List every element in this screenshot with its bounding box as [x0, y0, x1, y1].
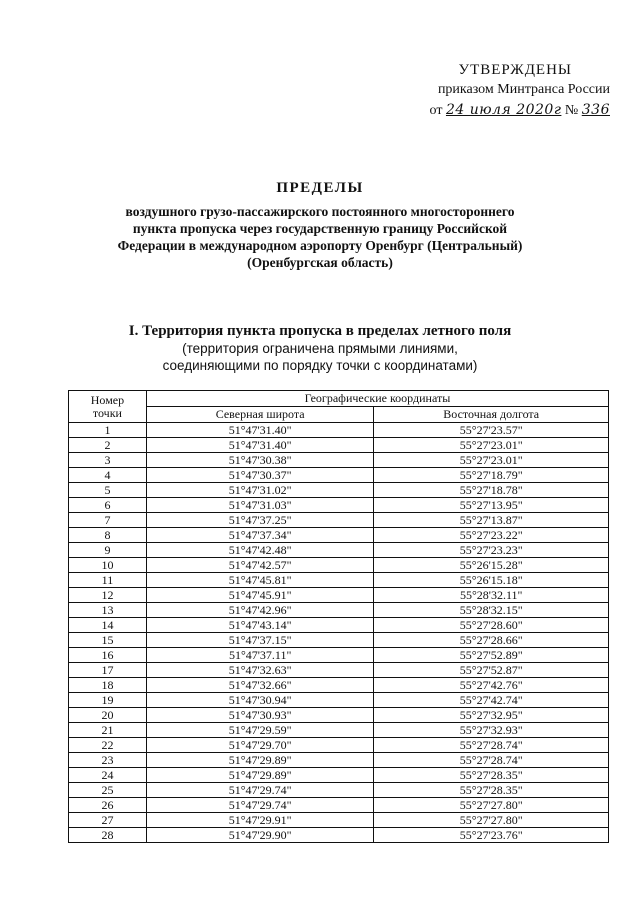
document-title: ПРЕДЕЛЫ: [276, 180, 364, 196]
table-row: [69, 693, 609, 708]
point-number-cell: 12: [69, 588, 147, 603]
point-number-cell: 15: [69, 633, 147, 648]
latitude-cell: 51°47'29.91": [146, 813, 374, 828]
point-number-cell: 16: [69, 648, 147, 663]
longitude-cell: 55°27'27.80": [374, 798, 609, 813]
longitude-cell: 55°27'27.80": [374, 813, 609, 828]
latitude-cell: 51°47'37.15": [146, 633, 374, 648]
latitude-cell: 51°47'31.40": [146, 438, 374, 453]
coordinates-table: [68, 390, 609, 843]
table-row: [69, 603, 609, 618]
note-line: (территория ограничена прямыми линиями,: [182, 341, 458, 356]
table-row: [69, 708, 609, 723]
latitude-cell: 51°47'30.37": [146, 468, 374, 483]
latitude-cell: 51°47'29.90": [146, 828, 374, 843]
point-number-cell: 1: [69, 423, 147, 438]
longitude-cell: 55°26'15.18": [374, 573, 609, 588]
table-row: [69, 618, 609, 633]
latitude-cell: 51°47'45.91": [146, 588, 374, 603]
table-row: [69, 573, 609, 588]
latitude-cell: 51°47'31.02": [146, 483, 374, 498]
table-row: [69, 813, 609, 828]
latitude-cell: 51°47'30.93": [146, 708, 374, 723]
longitude-cell: 55°27'32.95": [374, 708, 609, 723]
longitude-cell: 55°27'28.60": [374, 618, 609, 633]
table-row: [69, 558, 609, 573]
table-row: [69, 663, 609, 678]
point-number-cell: 17: [69, 663, 147, 678]
longitude-cell: 55°27'42.76": [374, 678, 609, 693]
point-number-cell: 8: [69, 528, 147, 543]
latitude-cell: 51°47'31.03": [146, 498, 374, 513]
approval-by: приказом Минтранса России: [437, 82, 610, 97]
section-note: [0, 340, 640, 374]
point-number-cell: 4: [69, 468, 147, 483]
latitude-cell: 51°47'43.14": [146, 618, 374, 633]
longitude-cell: 55°27'28.74": [374, 738, 609, 753]
longitude-cell: 55°27'52.87": [374, 663, 609, 678]
point-number-cell: 14: [69, 618, 147, 633]
document-title-block: [0, 180, 640, 271]
longitude-header: Восточная долгота: [374, 407, 609, 423]
latitude-cell: 51°47'29.74": [146, 783, 374, 798]
point-number-cell: 20: [69, 708, 147, 723]
table-row: [69, 423, 609, 438]
longitude-cell: 55°27'23.23": [374, 543, 609, 558]
table-row: [69, 498, 609, 513]
point-number-cell: 24: [69, 768, 147, 783]
coordinates-header: Географические координаты: [146, 391, 608, 407]
latitude-cell: 51°47'42.96": [146, 603, 374, 618]
subtitle-line: пункта пропуска через государственную границу Российской: [132, 221, 508, 236]
document-subtitle: [0, 203, 640, 271]
point-number-cell: 22: [69, 738, 147, 753]
point-header-line: точки: [92, 405, 122, 420]
point-number-cell: 3: [69, 453, 147, 468]
note-line: соединяющими по порядку точки с координатами): [162, 358, 478, 373]
point-number-cell: 21: [69, 723, 147, 738]
table-row: [69, 738, 609, 753]
longitude-cell: 55°27'13.87": [374, 513, 609, 528]
longitude-cell: 55°27'18.79": [374, 468, 609, 483]
longitude-cell: 55°27'28.35": [374, 768, 609, 783]
number-label: №: [564, 103, 579, 118]
handwritten-date: 24 июля 2020г: [445, 102, 562, 118]
longitude-cell: 55°27'23.57": [374, 423, 609, 438]
table-row: [69, 783, 609, 798]
longitude-cell: 55°28'32.11": [374, 588, 609, 603]
table-row: [69, 513, 609, 528]
from-label: от: [429, 103, 443, 118]
latitude-cell: 51°47'29.70": [146, 738, 374, 753]
longitude-cell: 55°27'23.76": [374, 828, 609, 843]
point-number-cell: 23: [69, 753, 147, 768]
longitude-cell: 55°28'32.15": [374, 603, 609, 618]
longitude-cell: 55°27'28.66": [374, 633, 609, 648]
point-number-cell: 2: [69, 438, 147, 453]
point-number-cell: 13: [69, 603, 147, 618]
longitude-cell: 55°27'23.22": [374, 528, 609, 543]
latitude-cell: 51°47'32.63": [146, 663, 374, 678]
approval-title: УТВЕРЖДЕНЫ: [458, 62, 572, 78]
table-row: [69, 453, 609, 468]
longitude-cell: 55°26'15.28": [374, 558, 609, 573]
point-number-cell: 18: [69, 678, 147, 693]
latitude-cell: 51°47'29.59": [146, 723, 374, 738]
table-row: [69, 633, 609, 648]
latitude-cell: 51°47'42.57": [146, 558, 374, 573]
latitude-cell: 51°47'32.66": [146, 678, 374, 693]
subtitle-line: (Оренбургская область): [247, 255, 393, 270]
point-number-cell: 26: [69, 798, 147, 813]
latitude-cell: 51°47'29.89": [146, 753, 374, 768]
point-number-cell: 19: [69, 693, 147, 708]
latitude-cell: 51°47'37.11": [146, 648, 374, 663]
longitude-cell: 55°27'32.93": [374, 723, 609, 738]
latitude-cell: 51°47'30.94": [146, 693, 374, 708]
longitude-cell: 55°27'42.74": [374, 693, 609, 708]
latitude-cell: 51°47'29.89": [146, 768, 374, 783]
latitude-cell: 51°47'37.25": [146, 513, 374, 528]
point-number-cell: 6: [69, 498, 147, 513]
longitude-cell: 55°27'13.95": [374, 498, 609, 513]
subtitle-line: воздушного грузо-пассажирского постоянного многостороннего: [125, 204, 515, 219]
point-number-cell: 28: [69, 828, 147, 843]
table-row: [69, 468, 609, 483]
subtitle-line: Федерации в международном аэропорту Оренбург (Центральный): [117, 238, 523, 253]
table-row: [69, 438, 609, 453]
point-number-header: [69, 391, 147, 423]
point-number-cell: 9: [69, 543, 147, 558]
longitude-cell: 55°27'23.01": [374, 453, 609, 468]
section-heading: I. Территория пункта пропуска в пределах летного поля: [128, 323, 512, 339]
point-number-cell: 25: [69, 783, 147, 798]
table-row: [69, 753, 609, 768]
latitude-header: Северная широта: [146, 407, 374, 423]
table-row: [69, 528, 609, 543]
table-row: [69, 723, 609, 738]
table-row: [69, 483, 609, 498]
point-number-cell: 10: [69, 558, 147, 573]
table-row: [69, 798, 609, 813]
longitude-cell: 55°27'23.01": [374, 438, 609, 453]
latitude-cell: 51°47'29.74": [146, 798, 374, 813]
latitude-cell: 51°47'31.40": [146, 423, 374, 438]
point-number-cell: 5: [69, 483, 147, 498]
table-row: [69, 648, 609, 663]
point-number-cell: 11: [69, 573, 147, 588]
latitude-cell: 51°47'42.48": [146, 543, 374, 558]
longitude-cell: 55°27'28.74": [374, 753, 609, 768]
longitude-cell: 55°27'28.35": [374, 783, 609, 798]
latitude-cell: 51°47'30.38": [146, 453, 374, 468]
point-number-cell: 27: [69, 813, 147, 828]
handwritten-number: 336: [581, 102, 610, 118]
latitude-cell: 51°47'37.34": [146, 528, 374, 543]
point-number-cell: 7: [69, 513, 147, 528]
section-header: [0, 322, 640, 374]
table-row: [69, 828, 609, 843]
table-row: [69, 543, 609, 558]
approval-date-line: [430, 100, 610, 121]
point-header-line: Номер: [90, 392, 125, 407]
longitude-cell: 55°27'18.78": [374, 483, 609, 498]
latitude-cell: 51°47'45.81": [146, 573, 374, 588]
approval-block: [430, 60, 610, 121]
table-row: [69, 768, 609, 783]
longitude-cell: 55°27'52.89": [374, 648, 609, 663]
table-row: [69, 678, 609, 693]
table-row: [69, 588, 609, 603]
